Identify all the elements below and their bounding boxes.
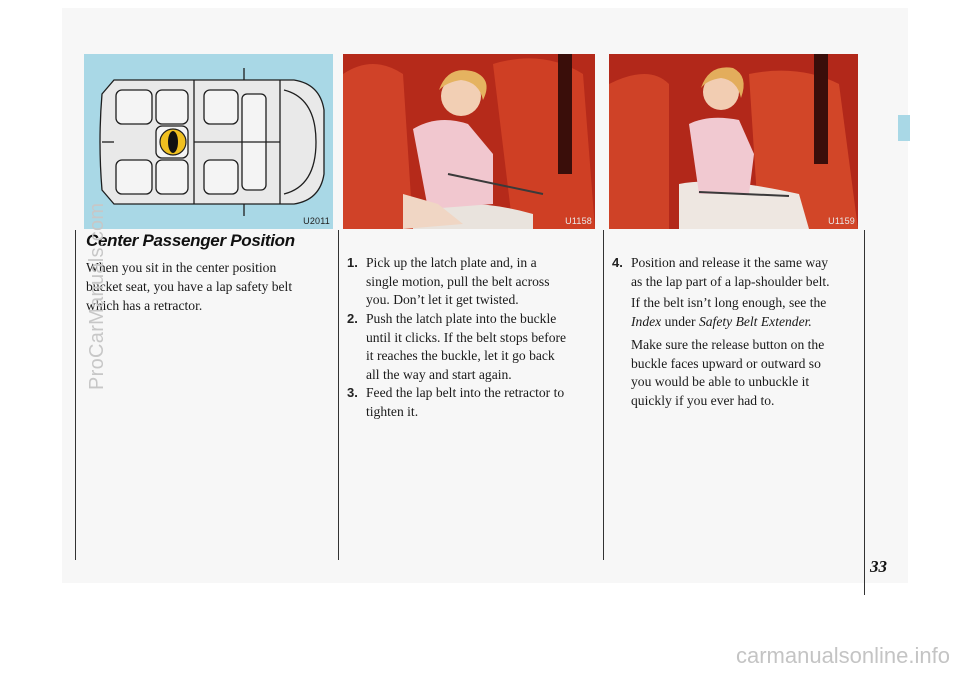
intro-line-2: bucket seat, you have a lap safety belt bbox=[86, 279, 293, 294]
extender-note bbox=[631, 294, 861, 331]
step-3-text bbox=[366, 384, 564, 421]
step-1-line: single motion, pull the belt across bbox=[366, 273, 550, 289]
intro-line-3: which has a retractor. bbox=[86, 298, 203, 313]
step-3-line: tighten it. bbox=[366, 403, 419, 419]
step-2-text bbox=[366, 310, 566, 384]
extender-reference: Safety Belt Extender. bbox=[698, 313, 812, 329]
step-1-number: 1. bbox=[347, 255, 358, 270]
step-1-text bbox=[366, 254, 550, 310]
column-rule-right bbox=[603, 230, 604, 560]
intro-paragraph bbox=[86, 258, 331, 315]
section-heading: Center Passenger Position bbox=[86, 231, 295, 250]
column-rule-middle bbox=[338, 230, 339, 560]
step-4-line: as the lap part of a lap-shoulder belt. bbox=[631, 273, 830, 289]
column-rule-left bbox=[75, 230, 76, 560]
passenger-illustration-middle bbox=[343, 54, 595, 229]
release-line: Make sure the release button on the bbox=[631, 337, 825, 352]
step-1-line: you. Don’t let it get twisted. bbox=[366, 292, 519, 307]
page-number: 33 bbox=[870, 557, 887, 576]
step-2-number: 2. bbox=[347, 311, 358, 326]
under-text: under bbox=[661, 313, 699, 329]
photo-pulling-belt bbox=[343, 54, 595, 229]
step-4-text bbox=[631, 254, 830, 291]
step-1-line: Pick up the latch plate and, in a bbox=[366, 255, 537, 270]
extender-line-2 bbox=[631, 313, 861, 332]
step-3-line: Feed the lap belt into the retractor to bbox=[366, 385, 565, 400]
figure-code-left: U2011 bbox=[303, 216, 330, 226]
step-4-number: 4. bbox=[612, 255, 623, 270]
release-line: buckle faces upward or outward so bbox=[631, 355, 821, 371]
car-overhead-illustration bbox=[84, 54, 333, 229]
figure-code-right: U1159 bbox=[828, 216, 855, 226]
step-4-line: Position and release it the same way bbox=[631, 255, 829, 270]
figure-code-middle: U1158 bbox=[565, 216, 592, 226]
bottom-watermark: carmanualsonline.info bbox=[735, 643, 950, 668]
release-note bbox=[631, 336, 861, 410]
intro-line-1: When you sit in the center position bbox=[86, 260, 277, 275]
step-2-line: Push the latch plate into the buckle bbox=[366, 311, 557, 326]
step-3-number: 3. bbox=[347, 385, 358, 400]
release-line: quickly if you ever had to. bbox=[631, 392, 775, 408]
passenger-illustration-right bbox=[609, 54, 858, 229]
index-reference: Index bbox=[631, 313, 662, 329]
seating-diagram bbox=[84, 54, 333, 229]
step-2-line: until it clicks. If the belt stops before bbox=[366, 329, 567, 345]
extender-line-1: If the belt isn’t long enough, see the bbox=[631, 295, 827, 310]
section-tab bbox=[898, 115, 910, 141]
release-line: you would be able to unbuckle it bbox=[631, 374, 810, 389]
step-2-line: it reaches the buckle, let it go back bbox=[366, 348, 555, 363]
step-2-line: all the way and start again. bbox=[366, 366, 512, 382]
photo-belt-fastened bbox=[609, 54, 858, 229]
column-rule-outer bbox=[864, 230, 865, 595]
